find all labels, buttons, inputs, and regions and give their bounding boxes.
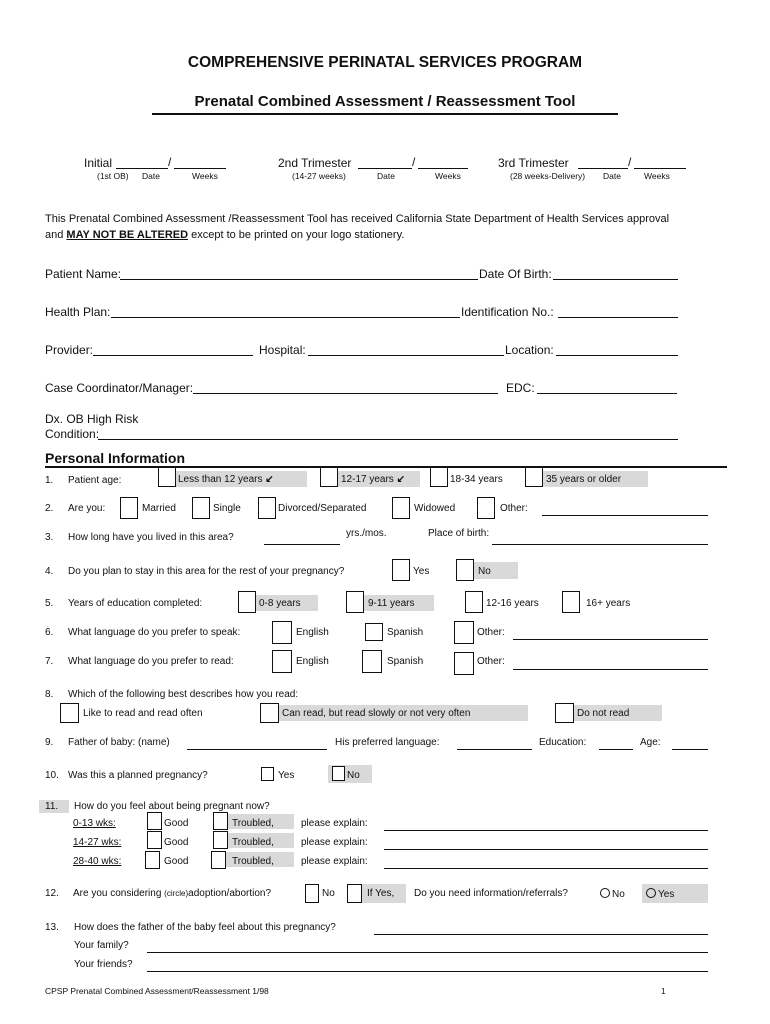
third-slash: / <box>628 155 632 169</box>
q2-other-field[interactable] <box>542 515 708 516</box>
q11-row3-range: 28-40 wks: <box>73 856 122 867</box>
q11-row2-troubled-label: Troubled, <box>232 837 274 848</box>
q11-row1-troubled-label: Troubled, <box>232 818 274 829</box>
q11-row2-range: 14-27 wks: <box>73 837 122 848</box>
q6-english-label: English <box>296 627 329 638</box>
q2-widowed-checkbox[interactable] <box>392 497 410 519</box>
q12-yes-checkbox[interactable] <box>347 884 362 903</box>
q7-other-checkbox[interactable] <box>454 652 474 675</box>
patient-name-label: Patient Name: <box>45 267 122 281</box>
q10-no-label: No <box>347 770 360 781</box>
hospital-field[interactable] <box>308 355 504 356</box>
q4-text: Do you plan to stay in this area for the rest of your pregnancy? <box>68 566 345 577</box>
q3-text: How long have you lived in this area? <box>68 532 234 543</box>
q9-text: Father of baby: (name) <box>68 737 170 748</box>
edc-label: EDC: <box>506 381 535 395</box>
notice-and: and <box>45 229 64 241</box>
initial-date-label: Date <box>142 171 160 181</box>
third-weeks-label: Weeks <box>644 171 670 181</box>
q12-referral-yes-option[interactable] <box>646 888 674 900</box>
q11-row2-good-checkbox[interactable] <box>147 831 162 849</box>
q4-yes-label: Yes <box>413 566 430 577</box>
q8-option3-label: Do not read <box>577 708 630 719</box>
q3-number: 3. <box>45 532 54 543</box>
q9-language-label: His preferred language: <box>335 737 440 748</box>
q5-option4-checkbox[interactable] <box>562 591 580 613</box>
q11-row3-troubled-checkbox[interactable] <box>211 851 226 869</box>
q12-referral-no-label: No <box>612 889 625 900</box>
q4-number: 4. <box>45 566 54 577</box>
q4-no-label: No <box>478 566 491 577</box>
q11-row1-explain-label: please explain: <box>301 818 368 829</box>
third-date-label: Date <box>603 171 621 181</box>
q9-education-label: Education: <box>539 737 587 748</box>
section-rule <box>45 466 727 468</box>
q2-divorced-checkbox[interactable] <box>258 497 276 519</box>
q11-row3-good-checkbox[interactable] <box>145 851 160 869</box>
q5-option3-label: 12-16 years <box>486 598 539 609</box>
q6-text: What language do you prefer to speak: <box>68 627 241 638</box>
q2-text: Are you: <box>68 503 106 514</box>
q12-post: adoption/abortion? <box>188 888 272 899</box>
second-date-field[interactable] <box>358 168 412 169</box>
q10-yes-checkbox[interactable] <box>261 767 274 781</box>
q1-text: Patient age: <box>68 475 122 486</box>
q13-friends-field[interactable] <box>147 971 708 972</box>
location-field[interactable] <box>556 355 678 356</box>
q12-circle-note: (circle) <box>164 889 189 898</box>
subtitle-underline <box>152 113 618 115</box>
q1-option4-label: 35 years or older <box>546 474 622 485</box>
third-trimester-label: 3rd Trimester <box>498 156 569 170</box>
q2-single-checkbox[interactable] <box>192 497 210 519</box>
q6-english-checkbox[interactable] <box>272 621 292 644</box>
page-title: COMPREHENSIVE PERINATAL SERVICES PROGRAM <box>187 54 583 71</box>
q9-education-field[interactable] <box>599 749 633 750</box>
q3-duration-field[interactable] <box>264 544 340 545</box>
q6-spanish-checkbox[interactable] <box>365 623 383 641</box>
q9-age-label: Age: <box>640 737 661 748</box>
q9-father-name-field[interactable] <box>187 749 327 750</box>
third-weeks-field[interactable] <box>634 168 686 169</box>
q12-no-label: No <box>322 888 335 899</box>
q8-number: 8. <box>45 689 54 700</box>
q1-option2-label <box>341 474 405 485</box>
q3-pob-field[interactable] <box>492 544 708 545</box>
q5-option1-checkbox[interactable] <box>238 591 256 613</box>
q1-option2-checkbox[interactable] <box>320 467 338 487</box>
q10-no-checkbox[interactable] <box>332 766 345 781</box>
q7-number: 7. <box>45 656 54 667</box>
edc-field[interactable] <box>537 393 677 394</box>
initial-date-field[interactable] <box>116 168 168 169</box>
notice-rest: except to be printed on your logo stationery. <box>191 229 405 241</box>
dx-condition-field[interactable] <box>98 439 678 440</box>
q7-other-label: Other: <box>477 656 505 667</box>
q12-no-checkbox[interactable] <box>305 884 319 903</box>
q5-text: Years of education completed: <box>68 598 203 609</box>
q8-option1-label: Like to read and read often <box>83 708 203 719</box>
footer-left: CPSP Prenatal Combined Assessment/Reassessment 1/98 <box>45 986 269 996</box>
page-subtitle: Prenatal Combined Assessment / Reassessment Tool <box>194 93 576 110</box>
second-slash: / <box>412 155 416 169</box>
radio-icon <box>646 888 656 898</box>
dx-label-line1: Dx. OB High Risk <box>45 412 139 426</box>
q11-row3-explain-field[interactable] <box>384 868 708 869</box>
notice-line2 <box>45 229 404 241</box>
q5-option2-label: 9-11 years <box>368 598 415 609</box>
q6-other-field[interactable] <box>513 639 708 640</box>
third-sub: (28 weeks-Delivery) <box>510 171 586 181</box>
q8-option3-checkbox[interactable] <box>555 703 574 723</box>
second-weeks-label: Weeks <box>435 171 461 181</box>
q6-other-label: Other: <box>477 627 505 638</box>
provider-label: Provider: <box>45 343 94 357</box>
q11-row2-explain-field[interactable] <box>384 849 708 850</box>
q3-yrs-label: yrs./mos. <box>346 528 387 539</box>
case-coordinator-label: Case Coordinator/Manager: <box>45 381 194 395</box>
second-sub: (14-27 weeks) <box>292 171 346 181</box>
q6-other-checkbox[interactable] <box>454 621 474 644</box>
q2-number: 2. <box>45 503 54 514</box>
q7-text: What language do you prefer to read: <box>68 656 234 667</box>
q11-row1-explain-field[interactable] <box>384 830 708 831</box>
q12-referral-no-option[interactable] <box>600 888 625 900</box>
q11-row2-troubled-checkbox[interactable] <box>213 831 228 849</box>
initial-weeks-field[interactable] <box>174 168 226 169</box>
q7-spanish-checkbox[interactable] <box>362 650 382 673</box>
dob-field[interactable] <box>553 279 678 280</box>
q12-text <box>73 888 271 899</box>
initial-slash: / <box>168 155 172 169</box>
q10-text: Was this a planned pregnancy? <box>68 770 208 781</box>
health-plan-field[interactable] <box>111 317 460 318</box>
q2-widowed-label: Widowed <box>414 503 456 514</box>
q1-option1-text: Less than 12 years <box>178 474 263 485</box>
q11-number: 11. <box>45 801 59 812</box>
q8-option2-checkbox[interactable] <box>260 703 279 723</box>
provider-field[interactable] <box>93 355 253 356</box>
third-date-field[interactable] <box>578 168 628 169</box>
q1-option1-checkbox[interactable] <box>158 467 176 487</box>
q11-row1-troubled-checkbox[interactable] <box>213 812 228 830</box>
q2-divorced-label: Divorced/Separated <box>278 503 367 514</box>
q6-number: 6. <box>45 627 54 638</box>
second-date-label: Date <box>377 171 395 181</box>
q9-language-field[interactable] <box>457 749 532 750</box>
second-trimester-label: 2nd Trimester <box>278 156 352 170</box>
q6-spanish-label: Spanish <box>387 627 424 638</box>
q12-ifyes-label: If Yes, <box>367 888 395 899</box>
identification-label: Identification No.: <box>461 305 554 319</box>
q7-other-field[interactable] <box>513 669 708 670</box>
q13-friends-label: Your friends? <box>74 959 133 970</box>
q5-option1-label: 0-8 years <box>259 598 301 609</box>
q8-option2-label: Can read, but read slowly or not very often <box>282 708 471 719</box>
q11-text: How do you feel about being pregnant now? <box>74 801 270 812</box>
q2-married-label: Married <box>142 503 176 514</box>
arrow-icon: ↙ <box>396 474 405 485</box>
q5-option3-checkbox[interactable] <box>465 591 483 613</box>
q2-other-checkbox[interactable] <box>477 497 495 519</box>
q7-spanish-label: Spanish <box>387 656 424 667</box>
q13-family-field[interactable] <box>147 952 708 953</box>
q8-option1-checkbox[interactable] <box>60 703 79 723</box>
q2-married-checkbox[interactable] <box>120 497 138 519</box>
q5-number: 5. <box>45 598 54 609</box>
case-coordinator-field[interactable] <box>193 393 498 394</box>
q11-row1-good-checkbox[interactable] <box>147 812 162 830</box>
q13-number: 13. <box>45 922 59 933</box>
q11-row1-good-label: Good <box>164 818 189 829</box>
q12-pre: Are you considering <box>73 888 162 899</box>
q11-row3-good-label: Good <box>164 856 189 867</box>
identification-field[interactable] <box>558 317 678 318</box>
q2-single-label: Single <box>213 503 241 514</box>
initial-label: Initial <box>84 156 113 170</box>
q7-english-label: English <box>296 656 329 667</box>
second-weeks-field[interactable] <box>418 168 468 169</box>
q11-row2-good-label: Good <box>164 837 189 848</box>
q2-other-label: Other: <box>500 503 528 514</box>
q11-row3-explain-label: please explain: <box>301 856 368 867</box>
q1-option2-text: 12-17 years <box>341 474 394 485</box>
patient-name-field[interactable] <box>120 279 478 280</box>
page-number: 1 <box>661 986 666 996</box>
q3-pob-label: Place of birth: <box>428 528 490 539</box>
hospital-label: Hospital: <box>259 343 306 357</box>
q1-option3-label: 18-34 years <box>450 474 503 485</box>
q4-yes-checkbox[interactable] <box>392 559 410 581</box>
location-label: Location: <box>505 343 554 357</box>
q13-family-label: Your family? <box>74 940 129 951</box>
q11-row1-range: 0-13 wks: <box>73 818 116 829</box>
arrow-icon: ↙ <box>265 474 274 485</box>
q1-option3-checkbox[interactable] <box>430 467 448 487</box>
q5-option4-label: 16+ years <box>586 598 631 609</box>
q8-text: Which of the following best describes how you read: <box>68 689 299 700</box>
q10-number: 10. <box>45 770 59 781</box>
q1-option1-label <box>178 474 274 485</box>
q12-number: 12. <box>45 888 59 899</box>
q9-number: 9. <box>45 737 54 748</box>
q12-need-label: Do you need information/referrals? <box>414 888 568 899</box>
initial-sub: (1st OB) <box>97 171 129 181</box>
q4-no-checkbox[interactable] <box>456 559 474 581</box>
health-plan-label: Health Plan: <box>45 305 111 319</box>
q11-row3-troubled-label: Troubled, <box>232 856 274 867</box>
q13-text: How does the father of the baby feel about this pregnancy? <box>74 922 336 933</box>
radio-icon <box>600 888 610 898</box>
q13-father-field[interactable] <box>374 934 708 935</box>
section-title: Personal Information <box>45 450 186 466</box>
q11-row2-explain-label: please explain: <box>301 837 368 848</box>
q1-option4-checkbox[interactable] <box>525 467 543 487</box>
q1-number: 1. <box>45 475 54 486</box>
notice-line1: This Prenatal Combined Assessment /Reassessment Tool has received California State Department of Health Services approval <box>45 213 670 225</box>
notice-emphasis: MAY NOT BE ALTERED <box>66 229 189 241</box>
q10-yes-label: Yes <box>278 770 295 781</box>
q9-age-field[interactable] <box>672 749 708 750</box>
q12-referral-yes-label: Yes <box>658 889 675 900</box>
q5-option2-checkbox[interactable] <box>346 591 364 613</box>
q7-english-checkbox[interactable] <box>272 650 292 673</box>
initial-weeks-label: Weeks <box>192 171 218 181</box>
dx-label-line2: Condition: <box>45 427 100 441</box>
dob-label: Date Of Birth: <box>479 267 552 281</box>
